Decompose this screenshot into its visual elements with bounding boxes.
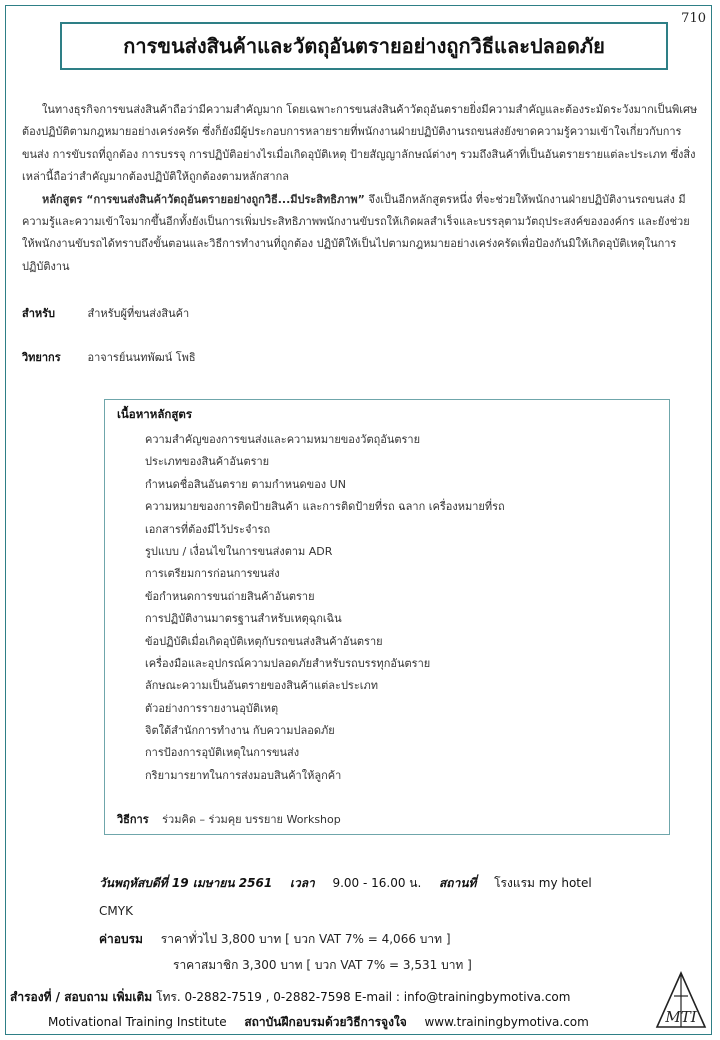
fee-general	[99, 930, 451, 949]
list-item: ข้อปฏิบัติเมื่อเกิดอุบัติเหตุกับรถขนส่งสินค้าอันตราย	[145, 634, 383, 648]
time-label: เวลา	[289, 876, 315, 890]
list-item: จิตใต้สำนักการทำงาน กับความปลอดภัย	[145, 724, 335, 738]
contact-label: สำรองที่ / สอบถาม เพิ่มเติม	[10, 990, 153, 1004]
fee-general-value: ราคาทั่วไป 3,800 บาท [ บวก VAT 7% = 4,066 บาท ]	[160, 932, 451, 946]
list-item: การป้องการอุบัติเหตุในการขนส่ง	[145, 746, 300, 760]
list-item: รูปแบบ / เงื่อนไขในการขนส่งตาม ADR	[145, 544, 333, 558]
content-heading: เนื้อหาหลักสูตร	[117, 407, 192, 421]
method-value: ร่วมคิด – ร่วมคุย บรรยาย Workshop	[162, 813, 341, 826]
content-list	[145, 429, 505, 787]
time-value: 9.00 - 16.00 น.	[332, 876, 422, 890]
method	[117, 810, 341, 828]
course-name: หลักสูตร “การขนส่งสินค้าวัตถุอันตรายอย่างถูกวิธี...มีประสิทธิภาพ”	[42, 192, 365, 206]
target-audience	[22, 304, 189, 322]
speaker-label: วิทยากร	[22, 351, 61, 364]
contact-phone: โทร. 0-2882-7519 , 0-2882-7598	[156, 990, 351, 1004]
intro-paragraph-1: ในทางธุรกิจการขนส่งสินค้าถือว่ามีความสำคัญมาก โดยเฉพาะการขนส่งสินค้าวัตถุอันตรายยิ่งมีความสำคัญและต้องระมัดระวังมากเป็นพิเศษ ต้องปฏิบัติตามกฎหมายอย่างเคร่งครัด ซึ่งก็ยังมีผู้ประกอบการหลายรายที่พนักงานฝ่ายปฏิบัติงานรถขนส่งยังขาดความรู้ความเข้าใจเกี่ยวกับการขนส่ง การขับรถที่ถูกต้อง การบรรจุ การปฏิบัติอย่างไรเมื่อเกิดอุบัติเหตุ ป้ายสัญญาลักษณ์ต่างๆ รวมถึงสินค้าที่เป็นอันตรายรายแต่ละประเภท ซึ่งสิ่งเหล่านี้ถือว่าสำคัญมากต้องปฏิบัติให้ถูกต้องตามหลักสากล	[22, 103, 698, 184]
cmyk-note: CMYK	[99, 904, 133, 918]
course-content-box	[104, 399, 670, 835]
fee-label: ค่าอบรม	[99, 932, 143, 946]
method-label: วิธีการ	[117, 813, 149, 826]
list-item: การเตรียมการก่อนการขนส่ง	[145, 567, 280, 581]
page-title: การขนส่งสินค้าและวัตถุอันตรายอย่างถูกวิธีและปลอดภัย	[123, 34, 605, 58]
schedule	[99, 874, 592, 893]
institute-name-th: สถาบันฝึกอบรมด้วยวิธีการจูงใจ	[244, 1015, 407, 1029]
venue-value: โรงแรม my hotel	[494, 876, 592, 890]
intro-section	[22, 99, 702, 278]
list-item: การปฏิบัติงานมาตรฐานสำหรับเหตุฉุกเฉิน	[145, 612, 342, 626]
list-item: ลักษณะความเป็นอันตรายของสินค้าแต่ละประเภท	[145, 679, 378, 693]
list-item: เครื่องมือและอุปกรณ์ความปลอดภัยสำหรับรถบรรทุกอันตราย	[145, 656, 431, 670]
list-item: ความหมายของการติดป้ายสินค้า และการติดป้ายที่รถ ฉลาก เครื่องหมายที่รถ	[145, 500, 505, 514]
institute-name-en: Motivational Training Institute	[48, 1015, 227, 1029]
list-item: กำหนดชื่อสินอันตราย ตามกำหนดของ UN	[145, 477, 346, 491]
title-box	[60, 22, 668, 70]
contact-line	[10, 988, 570, 1007]
list-item: ข้อกำหนดการขนถ่ายสินค้าอันตราย	[145, 589, 315, 603]
fee-member: ราคาสมาชิก 3,300 บาท [ บวก VAT 7% = 3,531 บาท ]	[173, 958, 472, 972]
intro-paragraph-2	[22, 189, 702, 279]
intro-paragraph-2-text: จึงเป็นอีกหลักสูตรหนึ่ง ที่จะช่วยให้พนักงานฝ่ายปฏิบัติงานรถขนส่ง มีความรู้และความเข้าใจมากขึ้นอีกทั้งยังเป็นการเพิ่มประสิทธิภาพพนักงานขับรถให้เกิดผลสำเร็จและบรรลุตามวัตถุประสงค์ขององค์กร และยังช่วยให้พนักงานขับรถได้ทราบถึงขั้นตอนและวิธีการทำงานที่ถูกต้อง ปฏิบัติให้เป็นไปตามกฎหมายอย่างเคร่งครัดเพื่อป้องกันมิให้เกิดอุบัติเหตุในการปฏิบัติงาน	[22, 192, 690, 273]
list-item: ความสำคัญของการขนส่งและความหมายของวัตถุอันตราย	[145, 433, 421, 446]
logo-text: MTI	[665, 1008, 697, 1026]
venue-label: สถานที่	[438, 876, 477, 890]
list-item: กริยามารยาทในการส่งมอบสินค้าให้ลูกค้า	[145, 768, 342, 782]
speaker	[22, 348, 196, 366]
institute-line	[48, 1013, 589, 1032]
target-value: สำหรับผู้ที่ขนส่งสินค้า	[87, 307, 190, 320]
mti-logo-icon	[654, 970, 708, 1030]
schedule-date: วันพฤหัสบดีที่ 19 เมษายน 2561	[99, 876, 273, 890]
contact-email[interactable]: E-mail : info@trainingbymotiva.com	[354, 990, 571, 1004]
list-item: ประเภทของสินค้าอันตราย	[145, 455, 270, 469]
institute-website[interactable]: www.trainingbymotiva.com	[424, 1015, 589, 1029]
list-item: เอกสารที่ต้องมีไว้ประจำรถ	[145, 522, 271, 536]
list-item: ตัวอย่างการรายงานอุบัติเหตุ	[145, 701, 279, 715]
page-number: 710	[681, 11, 706, 26]
speaker-value: อาจารย์นนทพัฒน์ โพธิ	[87, 351, 196, 364]
target-label: สำหรับ	[22, 307, 56, 320]
